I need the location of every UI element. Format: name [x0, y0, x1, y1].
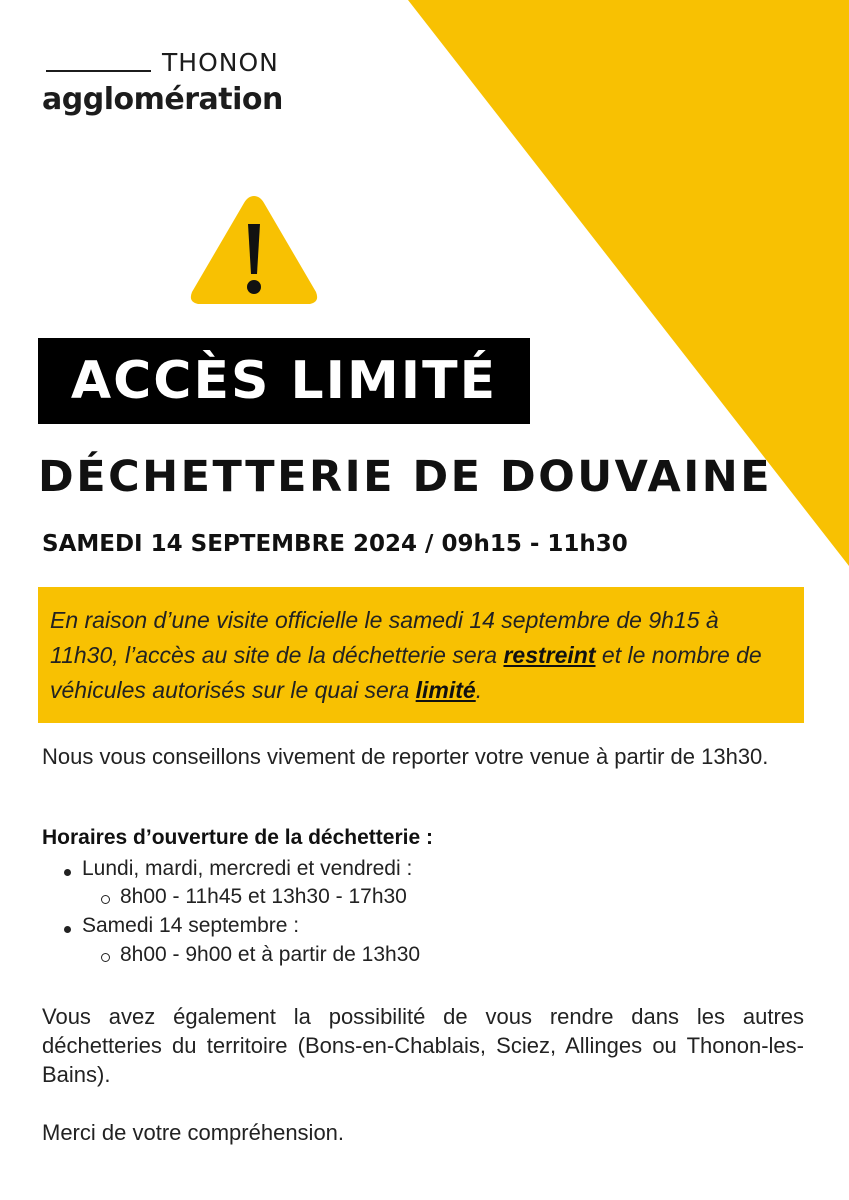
- hours-item-saturday: Samedi 14 septembre :: [82, 914, 300, 937]
- thanks-paragraph: Merci de votre compréhension.: [42, 1120, 345, 1145]
- notice-text-1: En raison d’une visite officielle le samedi 14 septembre de 9h15 à 11h30, l’accès au site de la déchetterie sera: [50, 607, 719, 668]
- logo-rule: [46, 70, 151, 72]
- sub-bullet-icon: [101, 895, 110, 904]
- hours-item-weekdays: Lundi, mardi, mercredi et vendredi :: [82, 857, 413, 880]
- advice-paragraph: Nous vous conseillons vivement de reporter votre venue à partir de 13h30.: [42, 744, 769, 769]
- hours-detail-weekdays: 8h00 - 11h45 et 13h30 - 17h30: [120, 885, 407, 908]
- bullet-icon: [64, 926, 71, 933]
- alternatives-paragraph: Vous avez également la possibilité de vous rendre dans les autres déchetteries du territoire (Bons-en-Chablais, Sciez, Allinges ou Thonon-les-Bains).: [42, 1004, 804, 1087]
- hours-title: Horaires d’ouverture de la déchetterie :: [42, 826, 433, 849]
- sub-bullet-icon: [101, 953, 110, 962]
- logo-agglomeration: agglomération: [42, 82, 283, 117]
- date-line: SAMEDI 14 SEPTEMBRE 2024 / 09h15 - 11h30: [42, 531, 628, 557]
- logo-thonon: THONON: [162, 48, 279, 77]
- notice-box: [38, 587, 804, 723]
- notice-limited: limité: [415, 677, 476, 703]
- page-title: DÉCHETTERIE DE DOUVAINE: [38, 452, 773, 502]
- bullet-icon: [64, 869, 71, 876]
- hours-detail-saturday: 8h00 - 9h00 et à partir de 13h30: [120, 943, 421, 966]
- notice-restricted: restreint: [503, 642, 596, 668]
- notice-text-2: et le nombre de véhicules autorisés sur le quai sera: [50, 642, 762, 703]
- access-limited-banner: ACCÈS LIMITÉ: [38, 338, 530, 424]
- warning-triangle-icon: [186, 190, 322, 310]
- notice-text-3: .: [475, 677, 483, 703]
